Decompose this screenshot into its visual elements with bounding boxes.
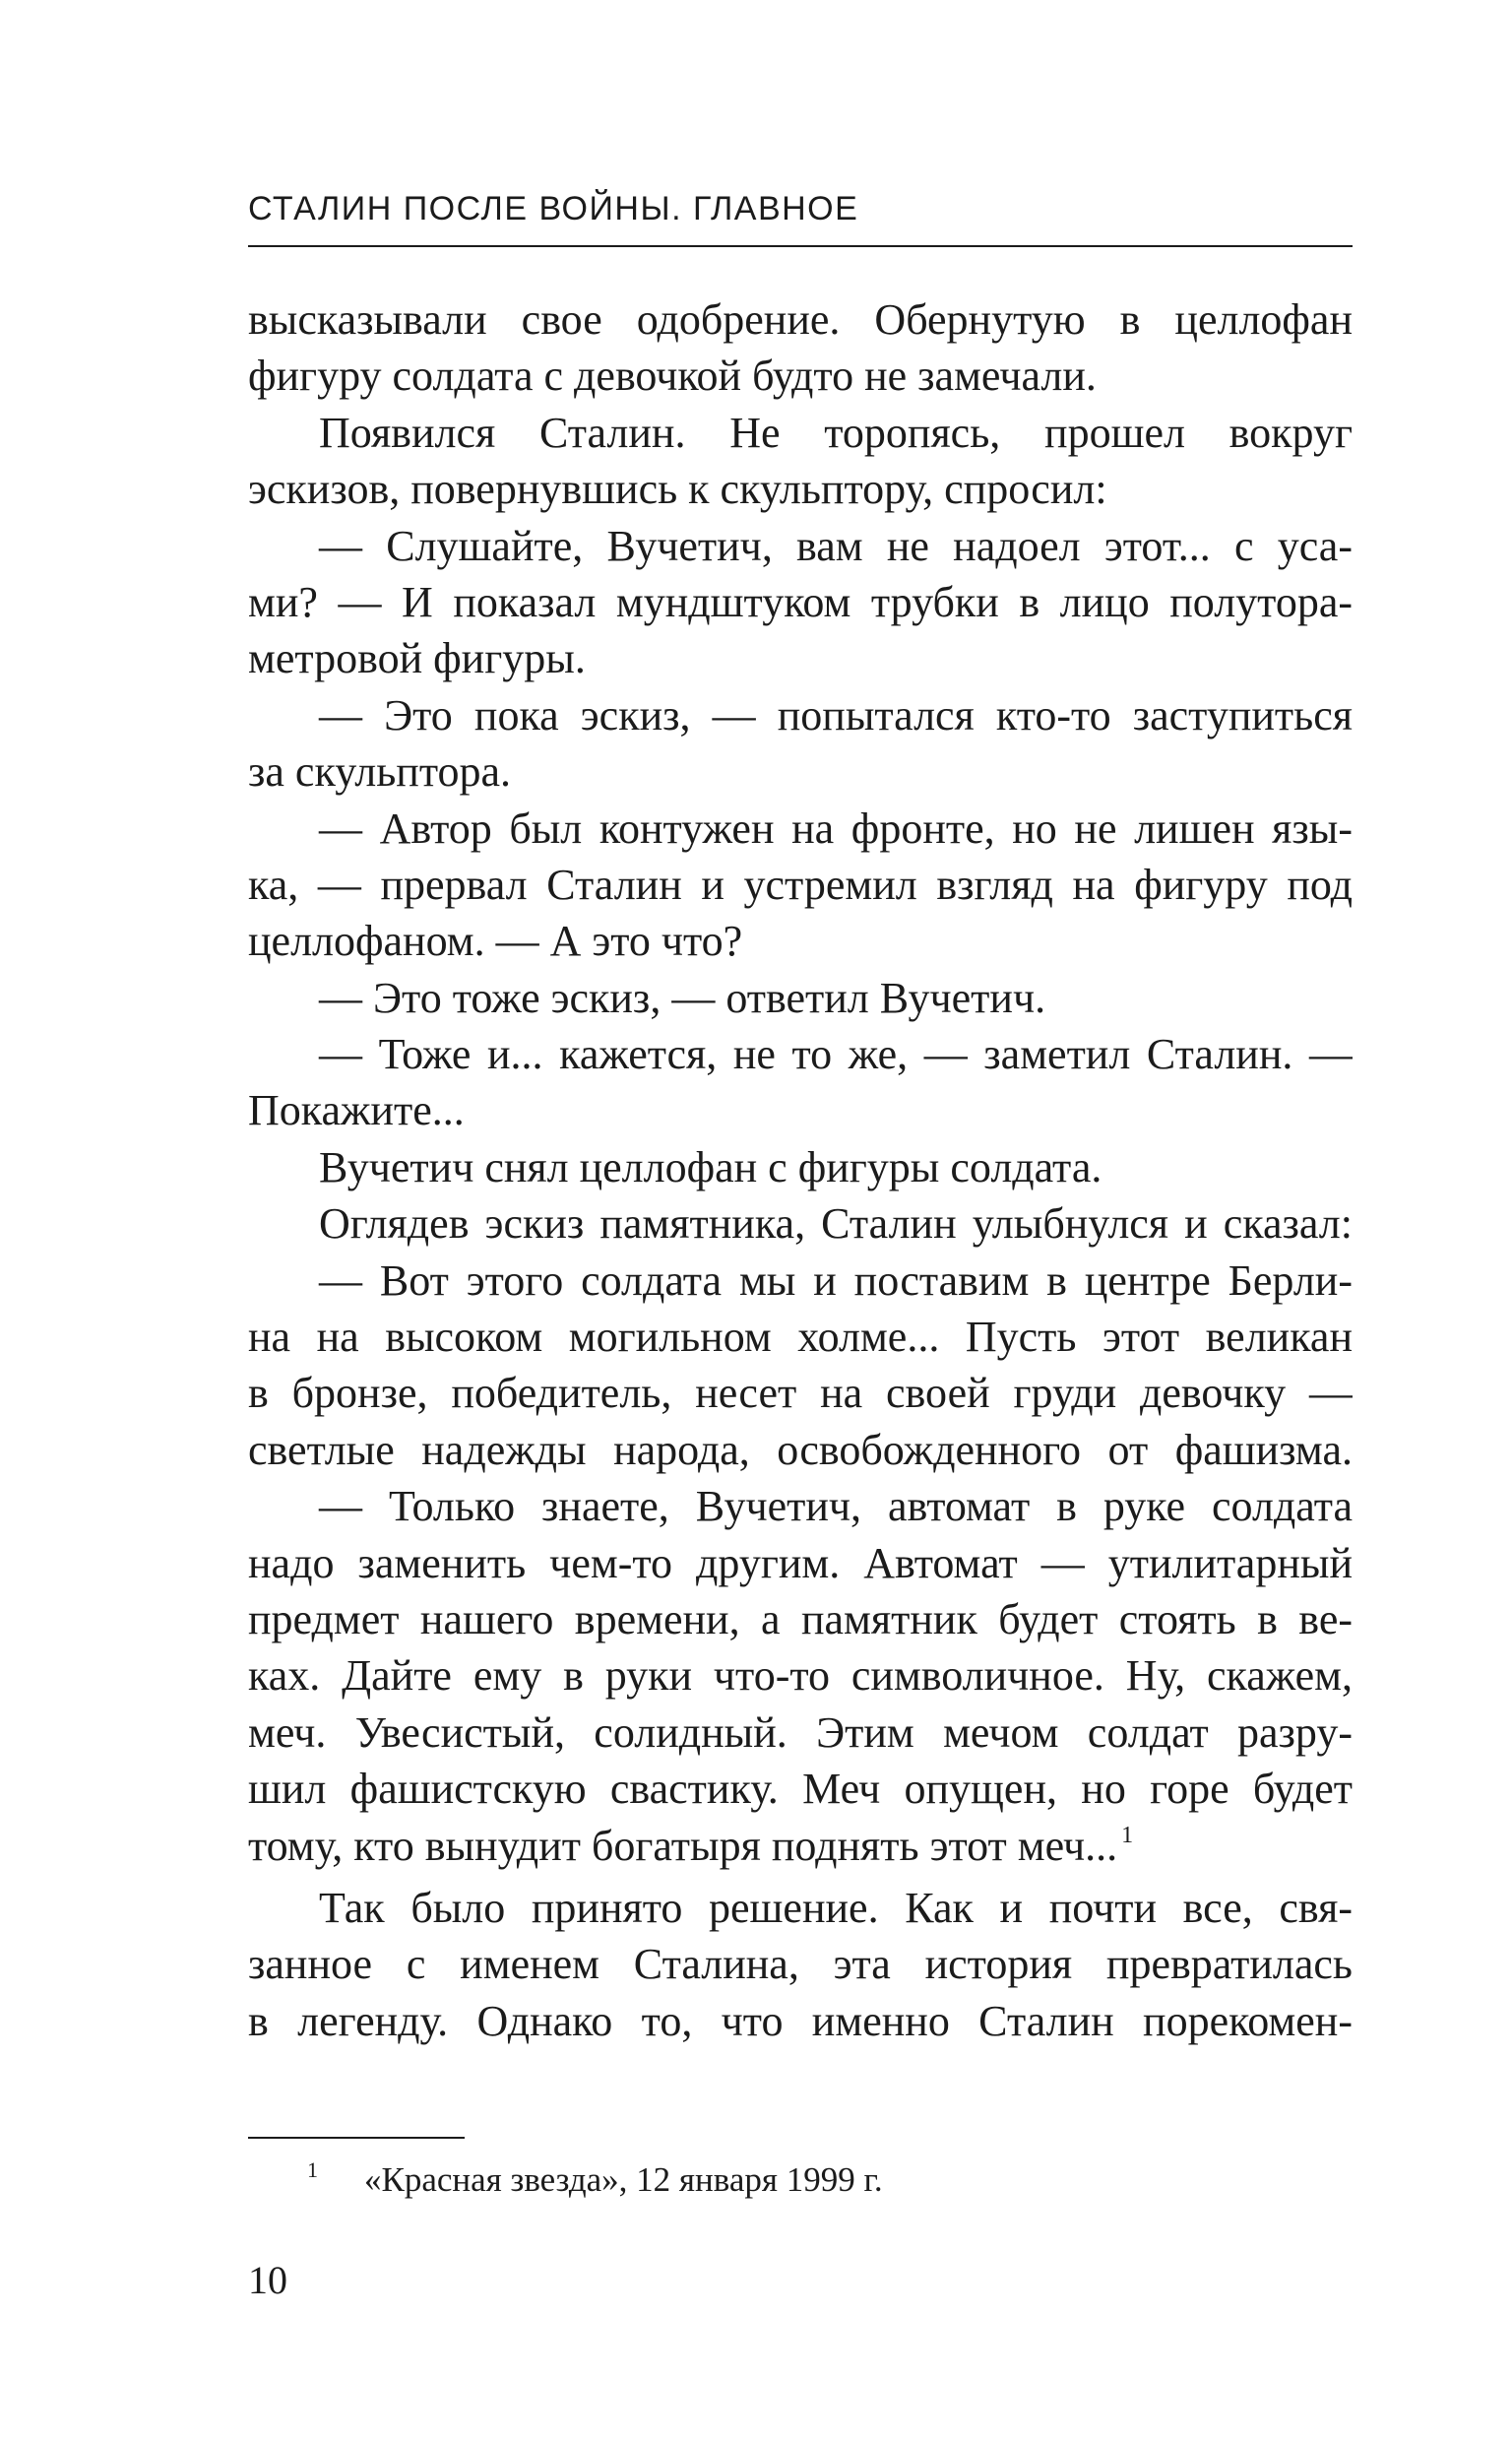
text-line	[248, 1880, 1353, 1936]
footnote: 1 «Красная звезда», 12 января 1999 г.	[307, 2157, 883, 2199]
text-line-content: Покажите...	[248, 1086, 465, 1135]
text-line-content: надо заменить чем-то другим. Автомат — утилитарный	[248, 1538, 1353, 1587]
text-line-content: — Слушайте, Вучетич, вам не надоел этот... с уса-	[319, 521, 1353, 570]
text-line	[248, 857, 1353, 913]
text-line	[248, 348, 1353, 404]
text-line-content: Оглядев эскиз памятника, Сталин улыбнулся и сказал:	[319, 1199, 1353, 1249]
text-line-content: на на высоком могильном холме... Пусть этот великан	[248, 1313, 1353, 1362]
main-text	[248, 291, 1353, 2049]
text-line-content: занное с именем Сталина, эта история превратилась	[248, 1940, 1353, 1989]
text-line	[248, 518, 1353, 574]
text-line-content: светлые надежды народа, освобожденного от фашизма.	[248, 1425, 1353, 1474]
text-line-content: Появился Сталин. Не торопясь, прошел вокруг	[319, 408, 1353, 457]
text-line	[248, 1818, 1353, 1874]
text-line-content: целлофаном. — А это что?	[248, 917, 743, 966]
text-line-content: меч. Увесистый, солидный. Этим мечом солдат разру-	[248, 1707, 1353, 1757]
text-line-content: — Автор был контужен на фронте, но не лишен язы-	[319, 804, 1353, 853]
text-line-content: — Тоже и... кажется, не то же, — заметил Сталин. —	[319, 1030, 1353, 1079]
text-line-content: в легенду. Однако то, что именно Сталин порекомен-	[248, 1996, 1353, 2045]
text-line-content: фигуру солдата с девочкой будто не замечали.	[248, 352, 1097, 401]
text-line	[248, 1253, 1353, 1309]
footnote-rule	[248, 2137, 465, 2139]
footnote-text: «Красная звезда», 12 января 1999 г.	[364, 2160, 883, 2199]
text-line	[248, 1195, 1353, 1252]
text-line	[248, 1082, 1353, 1138]
text-line-content: — Это тоже эскиз, — ответил Вучетич.	[319, 973, 1046, 1022]
text-line-content: за скульптора.	[248, 747, 512, 797]
text-line	[248, 913, 1353, 969]
text-line	[248, 801, 1353, 857]
text-line	[248, 1139, 1353, 1195]
text-line-content: ка, — прервал Сталин и устремил взгляд на фигуру под	[248, 860, 1353, 909]
text-line-content: — Вот этого солдата мы и поставим в центре Берли-	[319, 1255, 1353, 1305]
text-line-content: Так было принято решение. Как и почти все, свя-	[319, 1883, 1353, 1932]
text-line-content: Вучетич снял целлофан с фигуры солдата.	[319, 1142, 1102, 1191]
text-line-content: предмет нашего времени, а памятник будет стоять в ве-	[248, 1594, 1353, 1643]
text-line	[248, 1309, 1353, 1365]
text-line-content: — Это пока эскиз, — попытался кто-то заступиться	[319, 690, 1353, 739]
text-line	[248, 743, 1353, 800]
text-line	[248, 405, 1353, 461]
text-line	[248, 1365, 1353, 1421]
text-line	[248, 574, 1353, 630]
text-line	[248, 687, 1353, 743]
text-line	[248, 630, 1353, 686]
text-line-content: в бронзе, победитель, несет на своей груди девочку —	[248, 1369, 1353, 1418]
text-line-content: высказывали свое одобрение. Обернутую в целлофан	[248, 295, 1353, 344]
text-line-content: эскизов, повернувшись к скульптору, спросил:	[248, 465, 1107, 514]
text-line	[248, 1422, 1353, 1478]
text-line-content: тому, кто вынудит богатыря поднять этот меч...	[248, 1821, 1118, 1870]
text-line	[248, 1936, 1353, 1992]
text-line-content: метровой фигуры.	[248, 634, 586, 683]
footnote-reference: 1	[1121, 1822, 1134, 1848]
header-rule	[248, 245, 1353, 247]
page-number: 10	[248, 2258, 287, 2302]
text-line	[248, 1535, 1353, 1591]
text-line	[248, 970, 1353, 1026]
text-line	[248, 1704, 1353, 1761]
text-line-content: ми? — И показал мундштуком трубки в лицо полутора-	[248, 577, 1353, 626]
text-line-content: — Только знаете, Вучетич, автомат в руке солдата	[319, 1482, 1353, 1531]
text-line	[248, 291, 1353, 348]
text-line	[248, 461, 1353, 517]
text-line-content: шил фашистскую свастику. Меч опущен, но горе будет	[248, 1765, 1353, 1814]
text-line	[248, 1993, 1353, 2049]
text-line	[248, 1591, 1353, 1647]
running-head: СТАЛИН ПОСЛЕ ВОЙНЫ. ГЛАВНОЕ	[248, 190, 859, 227]
text-line	[248, 1026, 1353, 1082]
text-line	[248, 1761, 1353, 1817]
text-line	[248, 1478, 1353, 1534]
text-line	[248, 1647, 1353, 1704]
text-line-content: ках. Дайте ему в руки что-то символичное. Ну, скажем,	[248, 1651, 1353, 1701]
